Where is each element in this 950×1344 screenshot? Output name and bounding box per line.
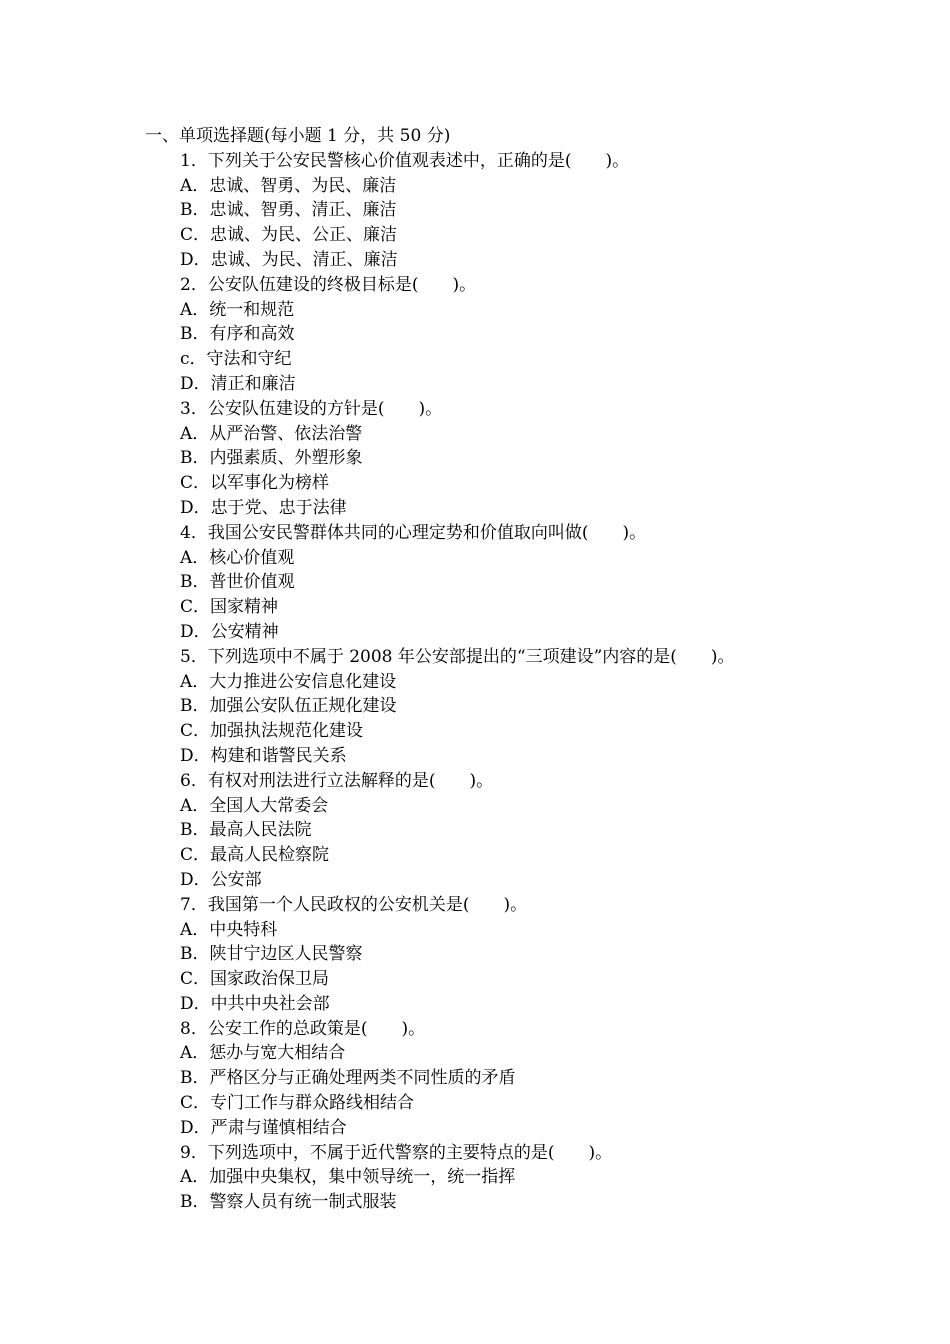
- document-line: A．惩办与宽大相结合: [180, 1043, 346, 1064]
- document-line: D．公安精神: [180, 621, 279, 642]
- document-line: A．统一和规范: [180, 299, 295, 320]
- document-line: 7．我国第一个人民政权的公安机关是( )。: [180, 894, 528, 915]
- document-line: D．公安部: [180, 869, 262, 890]
- document-line: B．陕甘宁边区人民警察: [180, 944, 363, 965]
- document-line: A．加强中央集权，集中领导统一，统一指挥: [180, 1167, 516, 1188]
- document-line: c．守法和守纪: [180, 349, 292, 370]
- document-line: 2．公安队伍建设的终极目标是( )。: [180, 274, 477, 295]
- document-line: D．中共中央社会部: [180, 993, 330, 1014]
- document-line: A．核心价值观: [180, 547, 295, 568]
- document-line: B．内强素质、外塑形象: [180, 448, 363, 469]
- document-line: C．最高人民检察院: [180, 845, 330, 866]
- document-line: A．中央特科: [180, 919, 278, 940]
- question-list: [180, 149, 735, 1215]
- document-line: 9．下列选项中，不属于近代警察的主要特点的是( )。: [180, 1142, 613, 1163]
- document-line: B．有序和高效: [180, 324, 295, 345]
- document-line: B．最高人民法院: [180, 820, 312, 841]
- document-line: 8．公安工作的总政策是( )。: [180, 1018, 426, 1039]
- document-line: C．忠诚、为民、公正、廉洁: [180, 225, 398, 246]
- document-line: C．国家政治保卫局: [180, 969, 330, 990]
- document-line: B．警察人员有统一制式服装: [180, 1192, 397, 1213]
- document-line: D．清正和廉洁: [180, 373, 296, 394]
- document-line: B．严格区分与正确处理两类不同性质的矛盾: [180, 1068, 516, 1089]
- document-line: B．加强公安队伍正规化建设: [180, 696, 397, 717]
- document-line: C．专门工作与群众路线相结合: [180, 1093, 415, 1114]
- document-line: A．大力推进公安信息化建设: [180, 671, 397, 692]
- document-line: D．忠于党、忠于法律: [180, 497, 347, 518]
- section-title: 一、单项选择题(每小题 1 分，共 50 分): [145, 126, 451, 146]
- document-line: A．从严治警、依法治警: [180, 423, 363, 444]
- document-line: D．构建和谐警民关系: [180, 745, 347, 766]
- document-line: A．忠诚、智勇、为民、廉洁: [180, 175, 397, 196]
- document-line: 4．我国公安民警群体共同的心理定势和价值取向叫做( )。: [180, 522, 647, 543]
- document-line: D．严肃与谨慎相结合: [180, 1117, 347, 1138]
- document-line: C．以军事化为榜样: [180, 473, 330, 494]
- document-line: 6．有权对刑法进行立法解释的是( )。: [180, 770, 494, 791]
- document-line: B．普世价值观: [180, 572, 295, 593]
- document-line: 1．下列关于公安民警核心价值观表述中，正确的是( )。: [180, 150, 630, 171]
- document-line: 3．公安队伍建设的方针是( )。: [180, 398, 443, 419]
- document-line: B．忠诚、智勇、清正、廉洁: [180, 200, 397, 221]
- document-line: 5．下列选项中不属于 2008 年公安部提出的“三项建设”内容的是( )。: [180, 646, 735, 667]
- document-line: C．国家精神: [180, 597, 279, 618]
- document-line: A．全国人大常委会: [180, 795, 329, 816]
- document-line: D．忠诚、为民、清正、廉洁: [180, 249, 398, 270]
- document-line: C．加强执法规范化建设: [180, 721, 364, 742]
